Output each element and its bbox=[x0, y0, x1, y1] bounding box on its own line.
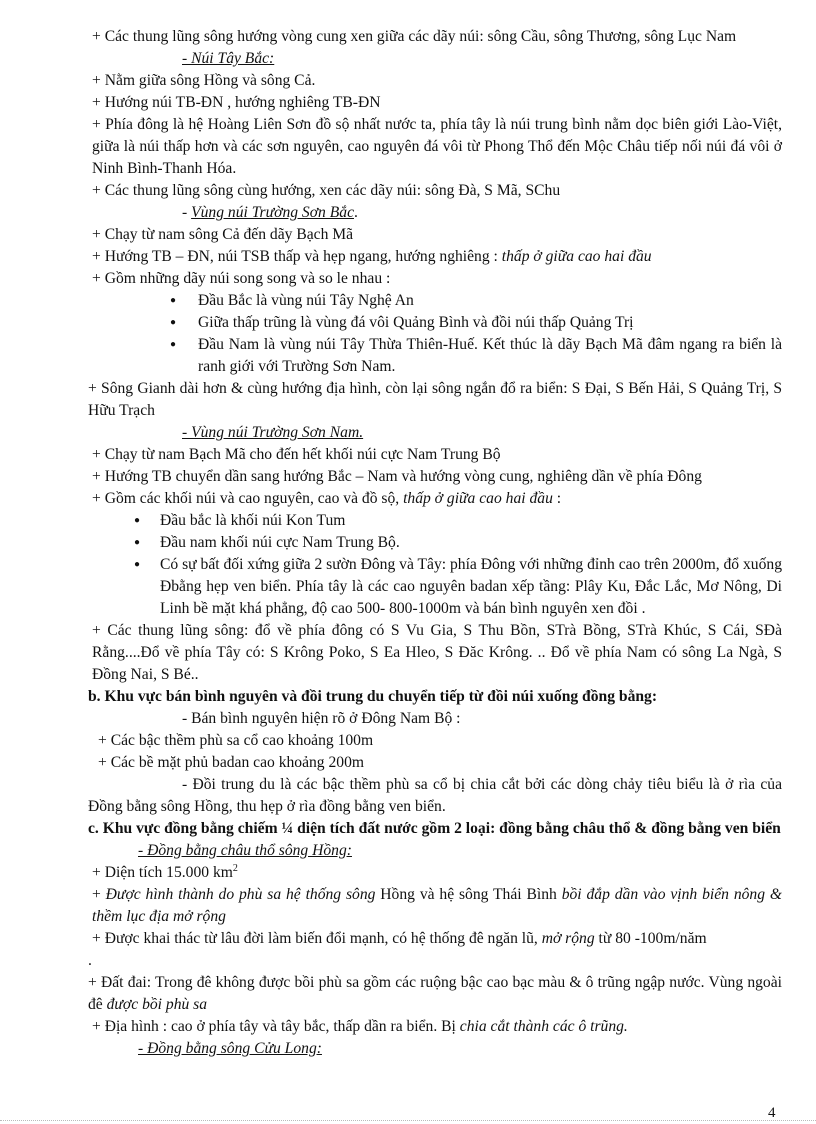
subheading-text: - Đồng bằng sông Cửu Long: bbox=[138, 1040, 322, 1057]
subheading-text: Vùng núi Trường Sơn Bắc bbox=[191, 204, 354, 221]
text-line: + Các thung lũng sông hướng vòng cung xen giữa các dãy núi: sông Cầu, sông Thương, sông Lục Nam bbox=[92, 28, 737, 45]
list-item: ● Đầu Bắc là vùng núi Tây Nghệ An bbox=[88, 290, 782, 312]
text-line: + Đất đai: Trong đê không được bồi phù sa gồm các ruộng bậc cao bạc màu & ô trũng ngập nước. Vùng ngoài đê được bồi phù sa bbox=[88, 974, 782, 1013]
list-item: ● Giữa thấp trũng là vùng đá vôi Quảng Bình và đồi núi thấp Quảng Trị bbox=[88, 312, 782, 334]
text-line: + Các thung lũng sông cùng hướng, xen các dãy núi: sông Đà, S Mã, SChu bbox=[92, 182, 561, 199]
subheading-truong-son-bac: - Vùng núi Trường Sơn Bắc. bbox=[182, 204, 358, 221]
text-line: + Địa hình : cao ở phía tây và tây bắc, thấp dần ra biển. Bị chia cắt thành các ô trũng. bbox=[92, 1018, 628, 1035]
text-line: - Bán bình nguyên hiện rõ ở Đông Nam Bộ : bbox=[182, 710, 461, 727]
text-line: + Các thung lũng sông: đổ về phía đông có S Vu Gia, S Thu Bồn, STrà Bồng, STrà Khúc, S Cái, SĐà Rằng....Đổ về phía Tây có: S Krông Poko, S Ea Hleo, S Đăc Krông. .. Đổ về phía Nam có sông La Ngà, S Đồng Nai, S Bé.. bbox=[92, 622, 782, 683]
subheading-nui-tay-bac bbox=[88, 48, 782, 70]
text-line: + Gồm những dãy núi song song và so le nhau : bbox=[92, 270, 391, 287]
text-line: + Hướng TB chuyển dần sang hướng Bắc – Nam và hướng vòng cung, nghiêng dần về phía Đông bbox=[92, 468, 702, 485]
text-line: + Chạy từ nam sông Cả đến dãy Bạch Mã bbox=[92, 226, 354, 243]
text-line: + Nằm giữa sông Hồng và sông Cả. bbox=[92, 72, 316, 89]
list-item: ● Đầu nam khối núi cực Nam Trung Bộ. bbox=[88, 532, 782, 554]
text-line: + Các bề mặt phủ badan cao khoảng 200m bbox=[98, 754, 365, 771]
text-line: + Hướng TB – ĐN, núi TSB thấp và hẹp ngang, hướng nghiêng : thấp ở giữa cao hai đầu bbox=[92, 248, 652, 265]
list-item: ● Đầu Nam là vùng núi Tây Thừa Thiên-Huế. Kết thúc là dãy Bạch Mã đâm ngang ra biển là ranh giới với Trường Sơn Nam. bbox=[88, 334, 782, 378]
footer-divider bbox=[0, 1120, 816, 1121]
page-content bbox=[88, 26, 782, 1060]
text-line: + Phía đông là hệ Hoàng Liên Sơn đồ sộ nhất nước ta, phía tây là núi trung bình nằm dọc biên giới Lào-Việt, giữa là núi thấp hơn và các sơn nguyên, cao nguyên đá vôi từ Phong Thổ đến Mộc Châu tiếp nối núi đá vôi ở Ninh Bình-Thanh Hóa. bbox=[92, 116, 782, 177]
section-heading-b: b. Khu vực bán bình nguyên và đồi trung du chuyển tiếp từ đồi núi xuống đồng bằng: bbox=[88, 688, 658, 705]
list-item: ● Đầu bắc là khối núi Kon Tum bbox=[88, 510, 782, 532]
list-item: ● Có sự bất đối xứng giữa 2 sườn Đông và Tây: phía Đông với những đỉnh cao trên 2000m, đổ xuống Đbằng hẹp ven biển. Phía tây là các cao nguyên badan xếp tầng: Plây Ku, Đắc Lắc, Mơ Nông, Di Linh bề mặt khá phẳng, độ cao 500- 800-1000m và bán bình nguyên xen đồi . bbox=[88, 554, 782, 620]
bullet-list bbox=[88, 510, 782, 620]
text-line: + Gồm các khối núi và cao nguyên, cao và đồ sộ, thấp ở giữa cao hai đầu : bbox=[92, 490, 562, 507]
text-line: + Hướng núi TB-ĐN , hướng nghiêng TB-ĐN bbox=[92, 94, 381, 111]
text-line: - Đồi trung du là các bậc thềm phù sa cổ bị chia cắt bởi các dòng chảy tiêu biểu là ở rìa của Đồng bằng sông Hồng, thu hẹp ở rìa đồng bằng ven biển. bbox=[88, 776, 782, 815]
text-line: + Sông Gianh dài hơn & cùng hướng địa hình, còn lại sông ngắn đổ ra biển: S Đại, S Bến Hải, S Quảng Trị, S Hữu Trạch bbox=[88, 380, 782, 419]
subheading-text: - Đồng bằng châu thổ sông Hồng: bbox=[138, 842, 352, 859]
section-heading-c: c. Khu vực đồng bằng chiếm ¼ diện tích đất nước gồm 2 loại: đồng bằng châu thổ & đồng bằng ven biển bbox=[88, 820, 781, 837]
text-line: + Chạy từ nam Bạch Mã cho đến hết khối núi cực Nam Trung Bộ bbox=[92, 446, 501, 463]
text-line: + Được khai thác từ lâu đời làm biến đổi mạnh, có hệ thống đê ngăn lũ, mở rộng từ 80 -100m/năm bbox=[92, 930, 707, 947]
text-line: . bbox=[88, 952, 92, 969]
subheading-truong-son-nam bbox=[88, 422, 782, 444]
text-line: + Diện tích 15.000 $km^2$ bbox=[92, 862, 238, 881]
subheading-text: - Vùng núi Trường Sơn Nam. bbox=[182, 424, 364, 441]
subheading-song-hong bbox=[88, 840, 782, 862]
text-line: + Các bậc thềm phù sa cổ cao khoảng 100m bbox=[98, 732, 374, 749]
bullet-list bbox=[88, 290, 782, 378]
subheading-text: - Núi Tây Bắc: bbox=[182, 50, 275, 67]
text-line: + Được hình thành do phù sa hệ thống sông Hồng và hệ sông Thái Bình bồi đắp dần vào vịnh biển nông & thềm lục địa mở rộng bbox=[92, 886, 783, 925]
subheading-cuu-long bbox=[88, 1038, 782, 1060]
page-number: 4 bbox=[768, 1105, 776, 1121]
